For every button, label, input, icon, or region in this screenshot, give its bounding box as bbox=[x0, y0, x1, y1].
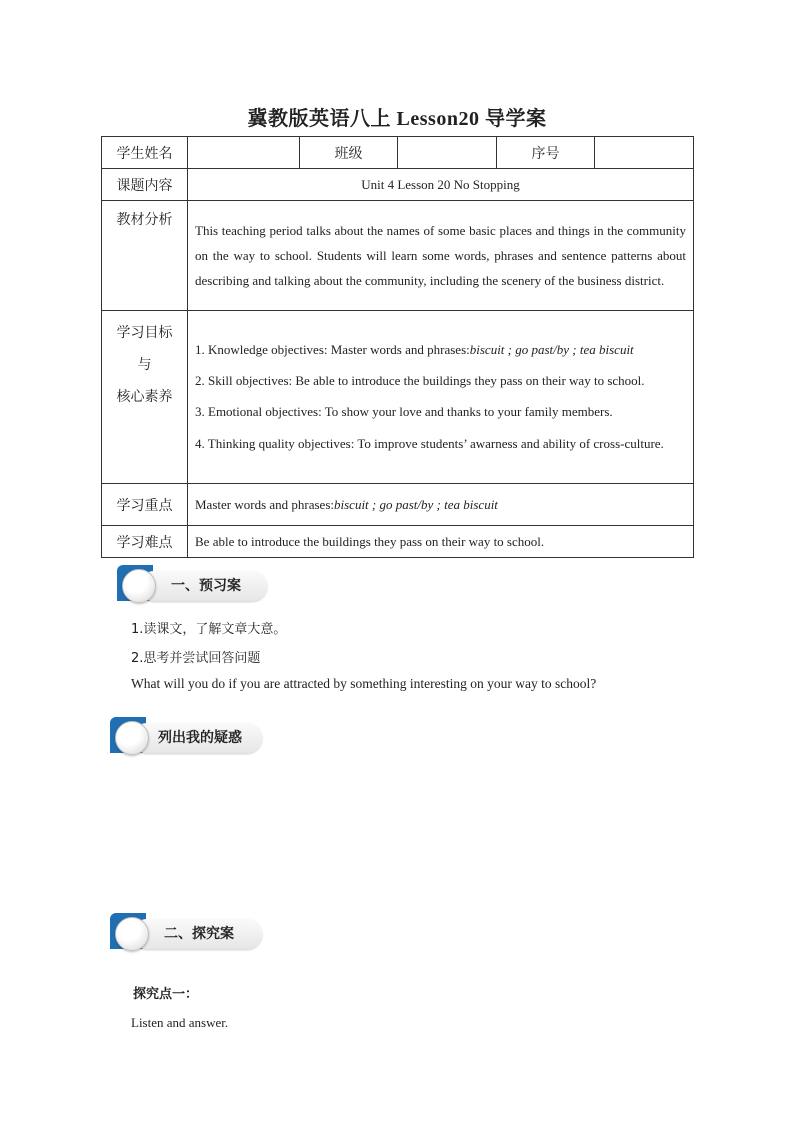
explore-point-label: 探究点一： bbox=[133, 987, 199, 1002]
explore-section-header bbox=[110, 913, 262, 953]
seat-field[interactable] bbox=[595, 137, 694, 169]
goal-3: 3. Emotional objectives: To show your love and thanks to your family members. bbox=[195, 404, 613, 419]
class-field[interactable] bbox=[398, 137, 497, 169]
goals-label-line-3: 核心素养 bbox=[116, 389, 173, 405]
goals-label-line-1: 学习目标 bbox=[116, 325, 173, 341]
explore-section-title: 二、探究案 bbox=[132, 919, 262, 949]
preview-question: What will you do if you are attracted by something interesting on your way to school? bbox=[131, 676, 597, 691]
explore-task: Listen and answer. bbox=[131, 1015, 229, 1030]
difficulty-text: Be able to introduce the buildings they pass on their way to school. bbox=[188, 526, 694, 558]
goal-1-prefix: 1. Knowledge objectives: Master words and phrases: bbox=[195, 342, 470, 357]
info-table bbox=[101, 136, 694, 558]
section-circle-icon bbox=[115, 721, 149, 755]
analysis-label: 教材分析 bbox=[102, 201, 188, 311]
goals-label bbox=[102, 311, 188, 484]
seat-label: 序号 bbox=[497, 137, 595, 169]
topic-label: 课题内容 bbox=[102, 169, 188, 201]
goal-1-words: biscuit ; go past/by ; tea biscuit bbox=[469, 342, 634, 357]
analysis-text: This teaching period talks about the names of some basic places and things in the community on the way to school. Students will learn some words, phrases and sentence patterns about describing and talking about the community, including the scenery of the business district. bbox=[195, 223, 686, 288]
goal-1 bbox=[195, 335, 686, 366]
key-cell bbox=[188, 484, 694, 526]
goals-cell bbox=[188, 311, 694, 484]
key-words: biscuit ; go past/by ; tea biscuit bbox=[334, 496, 498, 512]
page-title: 冀教版英语八上 Lesson20 导学案 bbox=[247, 108, 547, 130]
key-prefix: Master words and phrases: bbox=[195, 496, 334, 512]
preview-item-1: 1.读课文，了解文章大意。 bbox=[131, 622, 287, 637]
goals-label-line-2: 与 bbox=[137, 357, 152, 373]
doubts-section-title: 列出我的疑惑 bbox=[132, 723, 262, 753]
class-label: 班级 bbox=[300, 137, 398, 169]
goal-4: 4. Thinking quality objectives: To improve students’ awarness and ability of cross-culture. bbox=[195, 436, 664, 451]
difficulty-label: 学习难点 bbox=[102, 526, 188, 558]
preview-section-header bbox=[117, 565, 267, 605]
preview-section-title: 一、预习案 bbox=[139, 571, 267, 601]
topic-value: Unit 4 Lesson 20 No Stopping bbox=[188, 169, 694, 201]
student-name-field[interactable] bbox=[188, 137, 300, 169]
section-circle-icon bbox=[115, 917, 149, 951]
key-label: 学习重点 bbox=[102, 484, 188, 526]
student-name-label: 学生姓名 bbox=[102, 137, 188, 169]
preview-item-2: 2.思考并尝试回答问题 bbox=[131, 651, 261, 666]
goal-2: 2. Skill objectives: Be able to introduce the buildings they pass on their way to school. bbox=[195, 373, 645, 388]
analysis-cell bbox=[188, 201, 694, 311]
section-circle-icon bbox=[122, 569, 156, 603]
doubts-section-header bbox=[110, 717, 262, 757]
